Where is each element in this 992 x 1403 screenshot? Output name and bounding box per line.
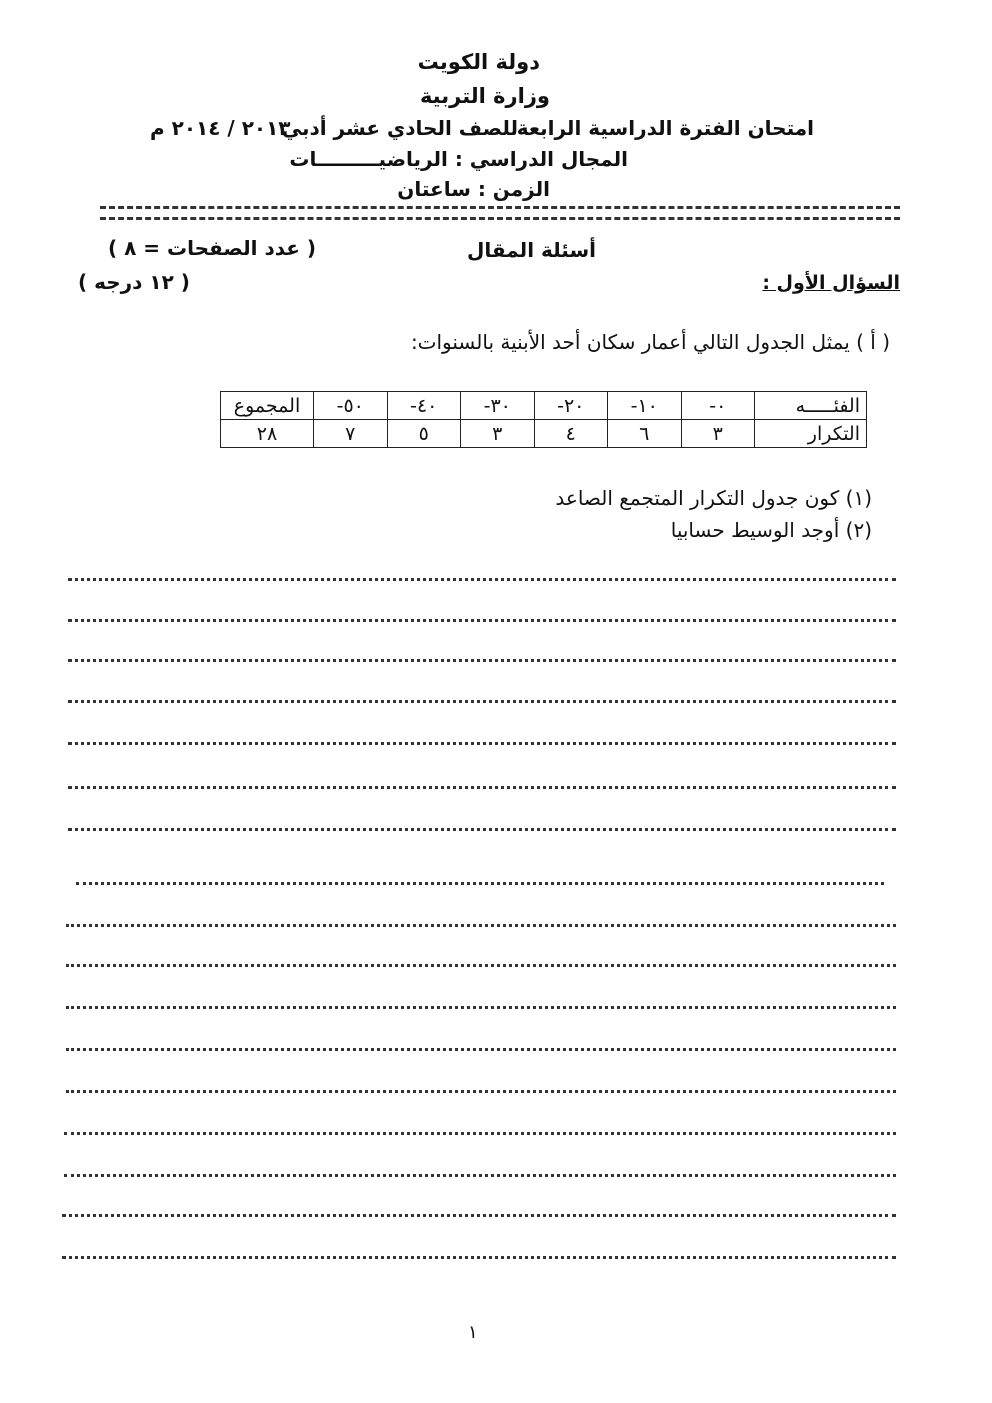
answer-line <box>76 882 884 885</box>
class-cell: ٤٠- <box>387 392 461 420</box>
frequency-row <box>221 420 867 448</box>
answer-line <box>68 578 896 581</box>
answer-line <box>68 619 896 622</box>
frequency-cell: ٣ <box>681 420 755 448</box>
academic-year: ٢٠١٣ / ٢٠١٤ م <box>150 116 291 140</box>
country-name: دولة الكويت <box>417 50 540 74</box>
answer-line <box>66 1006 896 1009</box>
section-title: أسئلة المقال <box>467 238 596 262</box>
class-cell: ١٠- <box>608 392 682 420</box>
pages-count: ( عدد الصفحات = ٨ ) <box>108 236 317 260</box>
answer-line <box>62 1256 896 1259</box>
task-2: (٢) أوجد الوسيط حسابيا <box>670 518 872 542</box>
answer-line <box>68 742 896 745</box>
total-header-cell: المجموع <box>221 392 314 420</box>
question-marks: ( ١٢ درجه ) <box>78 270 190 294</box>
answer-line <box>68 700 896 703</box>
frequency-cell: ٥ <box>387 420 461 448</box>
classes-row <box>221 392 867 420</box>
frequency-cell: ٦ <box>608 420 682 448</box>
class-cell: ٠- <box>681 392 755 420</box>
answer-line <box>64 1132 896 1135</box>
answer-line <box>62 1214 896 1217</box>
exam-title: امتحان الفترة الدراسية الرابعة <box>516 116 814 140</box>
duration-label: الزمن : ساعتان <box>397 177 550 201</box>
task-1: (١) كون جدول التكرار المتجمع الصاعد <box>555 486 872 510</box>
part-a-statement: ( أ ) يمثل الجدول التالي أعمار سكان أحد الأبنية بالسنوات: <box>410 330 890 354</box>
total-cell: ٢٨ <box>221 420 314 448</box>
answer-line <box>66 1090 896 1093</box>
class-cell: ٢٠- <box>534 392 608 420</box>
class-cell: ٥٠- <box>314 392 388 420</box>
question-title: السؤال الأول : <box>762 272 900 294</box>
answer-line <box>68 786 896 789</box>
answer-line <box>64 1174 896 1177</box>
frequency-cell: ٧ <box>314 420 388 448</box>
class-row-label: الفئـــــه <box>755 392 867 420</box>
answer-line <box>66 964 896 967</box>
answer-line <box>66 1048 896 1051</box>
page-number: ١ <box>468 1322 478 1343</box>
frequency-row-label: التكرار <box>755 420 867 448</box>
frequency-table <box>220 391 867 448</box>
answer-line <box>68 659 896 662</box>
answer-line <box>66 924 896 927</box>
frequency-cell: ٣ <box>461 420 535 448</box>
class-cell: ٣٠- <box>461 392 535 420</box>
header-separator <box>100 206 900 220</box>
answer-line <box>68 828 896 831</box>
frequency-cell: ٤ <box>534 420 608 448</box>
subject-label: المجال الدراسي : الرياضيـــــــــات <box>289 147 628 171</box>
ministry-name: وزارة التربية <box>419 84 550 108</box>
grade-label: للصف الحادي عشر أدبي <box>281 116 518 140</box>
